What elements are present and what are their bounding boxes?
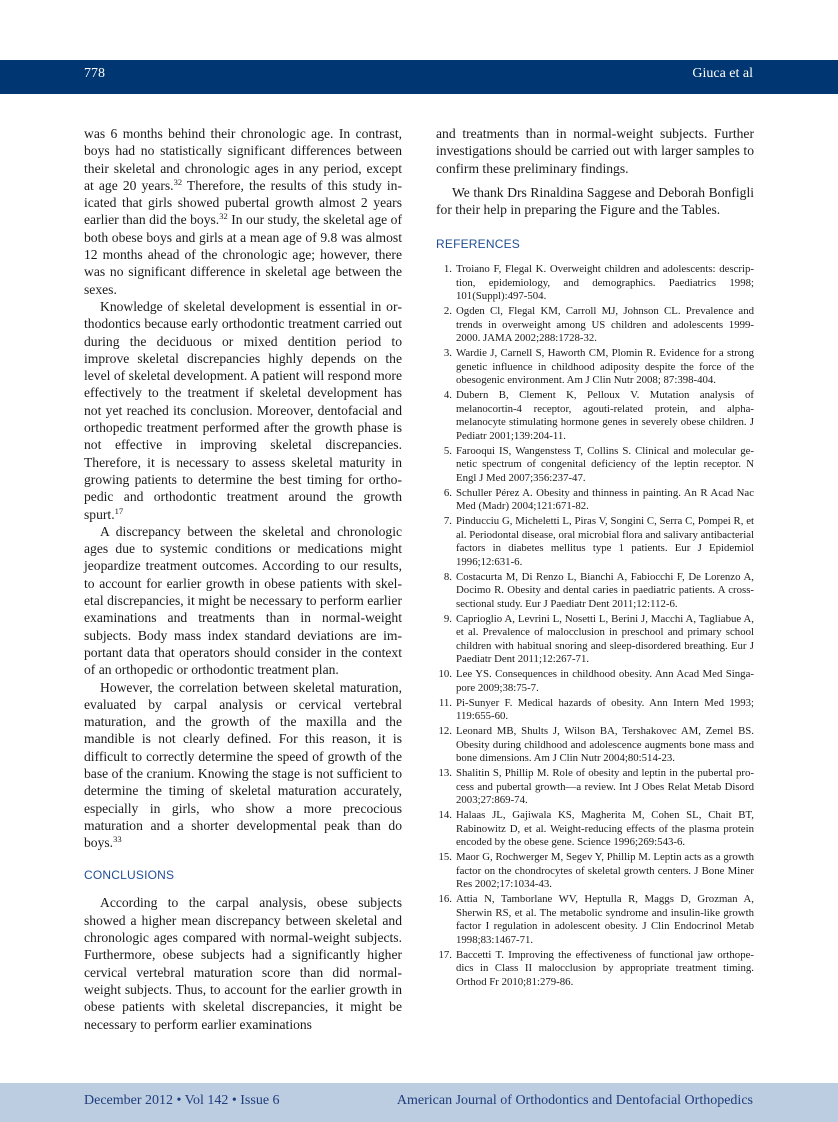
paragraph-text: According to the carpal analysis, obese subjects showed a higher mean discrepancy between skeletal and chronologic ages compared with normal-weight subjects. Furthermore, obese subjects had a significantly higher cervical vertebral maturation score than did normal-weight subjects. Thus, to account for the earlier growth in obese patients with skeletal discrepancies, it might be necessary to perform earlier examinations bbox=[84, 895, 402, 1032]
reference-number: 6. bbox=[443, 486, 452, 499]
reference-number: 13. bbox=[438, 767, 452, 780]
reference-text: Maor G, Rochwerger M, Segev Y, Phillip M. Leptin acts as a growth factor on the chondrocytes of skeletal growth centers. J Bone Miner Res 2002;17:1034-43. bbox=[456, 851, 754, 891]
reference-text: Ogden Cl, Flegal KM, Carroll MJ, Johnson CL. Prevalence and trends in overweight among US children and adolescents 1999-2000. JAMA 2002;288:1728-32. bbox=[456, 305, 754, 345]
reference-number: 17. bbox=[438, 948, 452, 961]
reference-item bbox=[436, 515, 754, 569]
running-author: Giuca et al bbox=[692, 66, 753, 81]
reference-number: 16. bbox=[438, 893, 452, 906]
reference-item bbox=[436, 767, 754, 808]
paragraph bbox=[84, 894, 402, 1032]
reference-text: Troiano F, Flegal K. Overweight children and adolescents: description, epidemiology, and demographics. Paediatrics 1998; 101(Suppl):497-504. bbox=[456, 263, 754, 303]
reference-number: 10. bbox=[438, 668, 452, 681]
conclusions-heading: CONCLUSIONS bbox=[84, 868, 175, 883]
issue-info: December 2012 • Vol 142 • Issue 6 bbox=[84, 1093, 280, 1108]
reference-number: 5. bbox=[443, 444, 452, 457]
reference-item bbox=[436, 697, 754, 724]
reference-text: Baccetti T. Improving the effectiveness of functional jaw orthopedics in Class II malocclusion by appropriate treatment timing. Orthod Fr 2010;81:279-86. bbox=[456, 948, 754, 988]
paragraph bbox=[436, 184, 754, 219]
discussion-text bbox=[84, 125, 402, 851]
acknowledgment-text bbox=[436, 125, 754, 218]
reference-item bbox=[436, 389, 754, 443]
reference-list bbox=[436, 263, 754, 989]
paragraph bbox=[84, 298, 402, 523]
reference-text: Pi-Sunyer F. Medical hazards of obesity. Ann Intern Med 1993; 119:655-60. bbox=[456, 696, 754, 723]
references-heading: REFERENCES bbox=[436, 237, 521, 252]
citation-superscript: 17 bbox=[114, 505, 124, 516]
reference-item bbox=[436, 445, 754, 486]
paragraph bbox=[84, 679, 402, 852]
running-footer bbox=[0, 1083, 838, 1122]
left-column bbox=[84, 125, 402, 1033]
reference-number: 9. bbox=[443, 612, 452, 625]
paragraph-text: Therefore, the results of this study inicated that girls showed pubertal growth almost 2 years earlier than did the boys. bbox=[84, 177, 402, 228]
reference-item bbox=[436, 725, 754, 766]
running-header bbox=[0, 60, 838, 94]
reference-text: Pinducciu G, Micheletti L, Piras V, Songini C, Serra C, Pompei R, et al. Periodontal disease, oral microbial flora and salivary antibacterial factors in diabetes mellitus type 1 patients. Eur J Epidemiol 1996;12:631-6. bbox=[456, 515, 754, 568]
paragraph bbox=[84, 523, 402, 679]
journal-name: American Journal of Orthodontics and Dentofacial Orthopedics bbox=[396, 1093, 753, 1108]
paragraph-text: We thank Drs Rinaldina Saggese and Deborah Bonfigli for their help in preparing the Figure and the Tables. bbox=[436, 184, 754, 218]
citation-superscript: 32 bbox=[219, 211, 228, 222]
paragraph bbox=[436, 125, 754, 177]
paragraph-text: In our study, the skeletal age of both obese boys and girls at a mean age of 9.8 was almost 12 months ahead of the chronologic age; however, there was no significant difference in skeletal age between the sexes. bbox=[84, 212, 402, 297]
paragraph-text: Knowledge of skeletal development is essential in orthodontics because early orthodontic treatment carried out during the deciduous or mixed dentition period to improve skeletal discrepancies highly depends on the level of skeletal development. A patient will respond more effectively to the treatment if skeletal development has not yet reached its conclusion. Moreover, dentofacial and orthopedic treatment performed after the growth phase is not effective in improving skeletal discrepancies. Therefore, it is necessary to assess skeletal maturity in growing patients to determine the best timing for orthopedic and orthodontic treatment around the growth spurt. bbox=[84, 298, 402, 522]
citation-superscript: 33 bbox=[113, 834, 122, 845]
reference-number: 12. bbox=[438, 725, 452, 738]
reference-number: 11. bbox=[438, 696, 452, 709]
paragraph-text: A discrepancy between the skeletal and chronologic ages due to systemic conditions or medications might jeopardize treatment outcomes. According to our results, to account for earlier growth in obese patients with skeletal discrepancies, it might be necessary to perform earlier examinations and treatments than in normal-weight subjects. Body mass index standard deviations are important data that operators should consider in the context of an orthopedic or orthodontic treatment plan. bbox=[84, 523, 402, 678]
reference-text: Schuller Pérez A. Obesity and thinness in painting. An R Acad Nac Med (Madr) 2004;121:671-82. bbox=[456, 486, 754, 513]
reference-number: 1. bbox=[443, 263, 452, 276]
reference-number: 2. bbox=[443, 305, 452, 318]
reference-number: 7. bbox=[443, 515, 452, 528]
reference-text: Wardie J, Carnell S, Haworth CM, Plomin R. Evidence for a strong genetic influence in childhood adiposity despite the force of the obesogenic environment. Am J Clin Nutr 2008; 87:398-404. bbox=[456, 347, 754, 387]
reference-item bbox=[436, 487, 754, 514]
reference-text: Shalitin S, Phillip M. Role of obesity and leptin in the pubertal process and pubertal growth—a review. Int J Obes Relat Metab Disord 2003;27:869-74. bbox=[456, 767, 754, 807]
reference-number: 3. bbox=[443, 347, 452, 360]
reference-item bbox=[436, 809, 754, 850]
reference-item bbox=[436, 949, 754, 990]
reference-text: Lee YS. Consequences in childhood obesity. Ann Acad Med Singapore 2009;38:75-7. bbox=[456, 668, 754, 694]
reference-number: 15. bbox=[438, 851, 452, 864]
reference-text: Attia N, Tamborlane WV, Heptulla R, Maggs D, Grozman A, Sherwin RS, et al. The metabolic syndrome and insulin-like growth factor I regulation in adolescent obesity. J Clin Endocrinol Metab 1998;83:1467-71. bbox=[456, 893, 754, 946]
reference-text: Dubern B, Clement K, Pelloux V. Mutation analysis of melanocortin-4 receptor, agouti-related protein, and alpha-melanocyte stimulating hormone genes in severely obese children. J Pediatr 2001;139:204-11. bbox=[456, 389, 754, 442]
reference-item bbox=[436, 893, 754, 947]
reference-item bbox=[436, 668, 754, 695]
reference-item bbox=[436, 613, 754, 667]
paragraph bbox=[84, 125, 402, 298]
page-number: 778 bbox=[84, 66, 105, 81]
reference-item bbox=[436, 305, 754, 346]
reference-text: Caprioglio A, Levrini L, Nosetti L, Berini J, Macchi A, Tagliabue A, et al. Prevalence of malocclusion in preschool and primary school children with habitual snoring and sleep-disordered breathing. Eur J Paediatr Dent 2011;12:267-71. bbox=[456, 612, 754, 666]
reference-item bbox=[436, 851, 754, 892]
reference-item bbox=[436, 347, 754, 388]
reference-text: Costacurta M, Di Renzo L, Bianchi A, Fabiocchi F, De Lorenzo A, Docimo R. Obesity and dental caries in paediatric patients. A cross-sectional study. Eur J Paediatr Dent 2011;12:112-6. bbox=[456, 570, 754, 610]
citation-superscript: 32 bbox=[173, 176, 183, 187]
reference-item bbox=[436, 571, 754, 612]
conclusions-text bbox=[84, 894, 402, 1032]
reference-number: 4. bbox=[443, 389, 452, 402]
reference-item bbox=[436, 263, 754, 304]
reference-text: Halaas JL, Gajiwala KS, Magherita M, Cohen SL, Chait BT, Rabinowitz D, et al. Weight-reducing effects of the plasma protein encoded by the obese gene. Science 1996;269:543-6. bbox=[456, 809, 754, 849]
right-column bbox=[436, 125, 754, 991]
reference-text: Farooqui IS, Wangenstess T, Collins S. Clinical and molecular genetic spectrum of congenital deficiency of the leptin receptor. N Engl J Med 2007;356:237-47. bbox=[456, 444, 754, 484]
paragraph-text: However, the correlation between skeletal maturation, evaluated by carpal analysis or cervical vertebral maturation, and the growth of the maxilla and the mandible is not clearly defined. For this reason, it is difficult to correctly determine the speed of growth of the base of the cranium. Knowing the stage is not sufficient to determine the timing of skeletal maturation accurately, especially in girls, who show a more precocious maturation and a shorter developmental peak than do boys. bbox=[84, 679, 402, 851]
paragraph-text: and treatments than in normal-weight subjects. Further investigations should be carried out with larger samples to confirm these preliminary findings. bbox=[436, 126, 754, 176]
reference-number: 14. bbox=[438, 809, 452, 822]
reference-text: Leonard MB, Shults J, Wilson BA, Tershakovec AM, Zemel BS. Obesity during childhood and adolescence augments bone mass and bone dimensions. Am J Clin Nutr 2004;80:514-23. bbox=[456, 725, 754, 765]
reference-number: 8. bbox=[443, 570, 452, 583]
paragraph-text: was 6 months behind their chronologic age. In contrast, boys had no statistically significant differences between their skeletal and chronologic ages in any period, except at age 20 years. bbox=[84, 126, 402, 193]
